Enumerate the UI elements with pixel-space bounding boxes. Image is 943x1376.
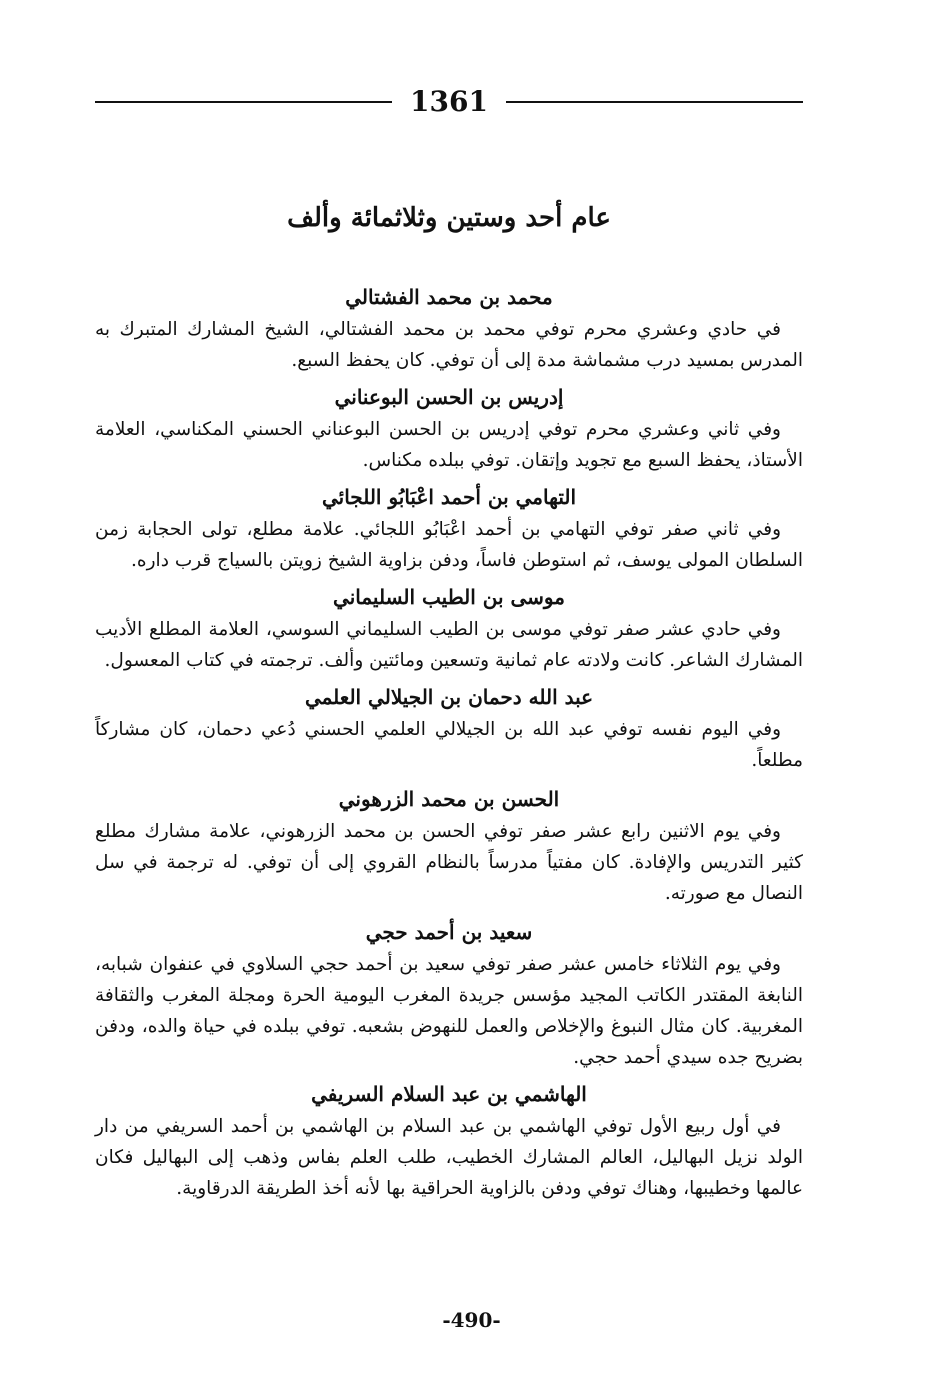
entry bbox=[95, 680, 803, 776]
entry bbox=[95, 580, 803, 676]
header-rule-right bbox=[506, 101, 803, 103]
header-rule-left bbox=[95, 101, 392, 103]
entry-name: التهامي بن أحمد اعْبَابُو اللجائي bbox=[321, 485, 577, 509]
entry-name: الحسن بن محمد الزرهوني bbox=[338, 787, 560, 811]
entry bbox=[95, 480, 803, 576]
entry-text: في حادي وعشري محرم توفي محمد بن محمد الفشتالي، الشيخ المشارك المتبرك به المدرس بمسيد درب مشماشة مدة إلى أن توفي. كان يحفظ السبع. bbox=[95, 319, 803, 371]
entry-text: في أول ربيع الأول توفي الهاشمي بن عبد السلام بن الهاشمي بن أحمد السريفي من دار الولد نزيل البهاليل، العالم المشارك الخطيب، طلب العلم بفاس وذهب إلى البهاليل فكان عالمها وخطيبها، وهناك توفي ودفن بالزاوية الحراقية بها لأنه أخذ الطريقة الدرقاوية. bbox=[95, 1116, 803, 1199]
entry-text: وفي يوم الاثنين رابع عشر صفر توفي الحسن بن محمد الزرهوني، علامة مشارك مطلع كثير التدريس والإفادة. كان مفتياً مدرساً بالنظام القروي إلى أن توفي. له ترجمة في سل النصال مع صورته. bbox=[95, 821, 803, 904]
entry-name: إدريس بن الحسن البوعناني bbox=[334, 385, 564, 409]
entry-name: الهاشمي بن عبد السلام السريفي bbox=[311, 1082, 587, 1106]
entry-name: سعيد بن أحمد حجي bbox=[365, 920, 533, 944]
entry-name: محمد بن محمد الفشتالي bbox=[345, 285, 553, 309]
entry-name: عبد الله دحمان بن الجيلالي العلمي bbox=[304, 685, 594, 709]
page-footer-number: -490- bbox=[442, 1308, 501, 1332]
entry-name: موسى بن الطيب السليماني bbox=[333, 585, 565, 609]
entry bbox=[95, 782, 803, 909]
section-title: عام أحد وستين وثلاثمائة وألف bbox=[287, 203, 611, 233]
entries-list bbox=[95, 280, 803, 1208]
entry-text: وفي ثاني صفر توفي التهامي بن أحمد اعْبَابُو اللجائي. علامة مطلع، تولى الحجابة زمن السلطان المولى يوسف، ثم استوطن فاساً، ودفن بزاوية الشيخ زويتن بالسياج قرب داره. bbox=[95, 519, 803, 571]
entry bbox=[95, 915, 803, 1073]
entry-text: وفي يوم الثلاثاء خامس عشر صفر توفي سعيد بن أحمد حجي السلاوي في عنفوان شبابه، النابغة المقتدر الكاتب المجيد مؤسس جريدة المغرب اليومية الحرة ومجلة المغرب والثقافة المغربية. كان مثال النبوغ والإخلاص والعمل للنهوض بشعبه. توفي ببلده في حياة والده، ودفن بضريح جده سيدي أحمد حجي. bbox=[95, 954, 803, 1068]
entry bbox=[95, 280, 803, 376]
page-header bbox=[95, 82, 803, 122]
entry bbox=[95, 1077, 803, 1204]
entry-text: وفي ثاني وعشري محرم توفي إدريس بن الحسن البوعناني الحسني المكناسي، العلامة الأستاذ، يحفظ السبع مع تجويد وإتقان. توفي ببلده مكناس. bbox=[95, 419, 803, 471]
entry bbox=[95, 380, 803, 476]
entry-text: وفي اليوم نفسه توفي عبد الله بن الجيلالي العلمي الحسني دُعي دحمان، كان مشاركاً مطلعاً. bbox=[95, 719, 803, 771]
page-number: 1361 bbox=[410, 85, 488, 118]
entry-text: وفي حادي عشر صفر توفي موسى بن الطيب السليماني السوسي، العلامة المطلع الأديب المشارك الشاعر. كانت ولادته عام ثمانية وتسعين ومائتين وألف. ترجمته في كتاب المعسول. bbox=[95, 619, 803, 671]
